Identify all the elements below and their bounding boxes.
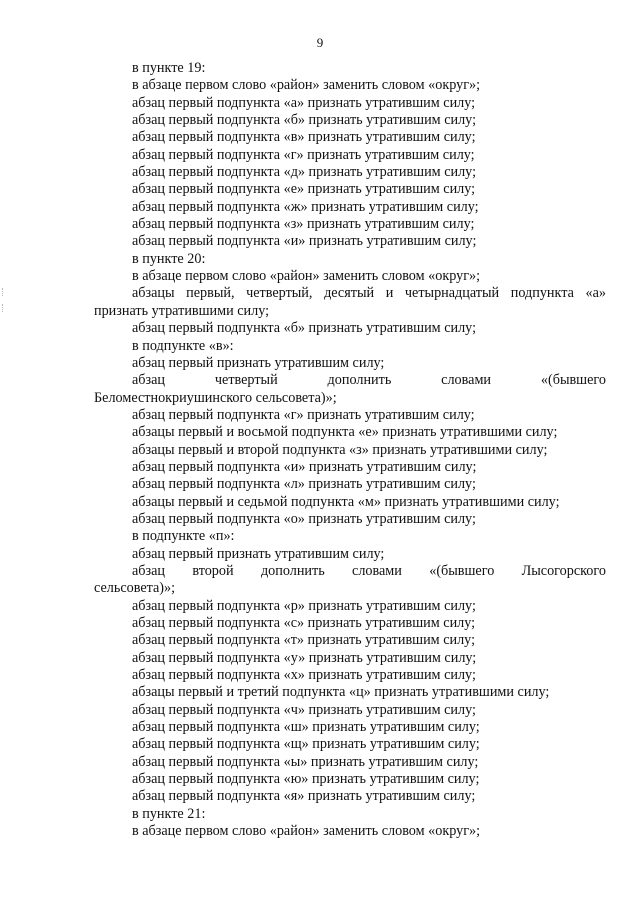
paragraph: в подпункте «в»: [132, 337, 234, 354]
word: словами [352, 562, 402, 579]
paragraph-line-justified: абзацы первый, четвертый, десятый и четырнадцатый подпункта «а» [132, 285, 606, 302]
paragraph: абзац первый признать утратившим силу; [132, 354, 385, 371]
paragraph: абзац первый подпункта «в» признать утратившим силу; [132, 129, 476, 146]
paragraph: абзац первый подпункта «б» признать утратившим силу; [132, 112, 477, 129]
scan-margin-mark [2, 288, 5, 296]
word: «(бывшего [540, 372, 606, 389]
paragraph: абзацы первый и третий подпункта «ц» признать утратившими силу; [132, 684, 550, 701]
paragraph: абзац первый подпункта «б» признать утратившим силу; [132, 320, 477, 337]
word: «(бывшего [429, 562, 495, 579]
paragraph: абзац первый подпункта «о» признать утратившим силу; [132, 510, 476, 527]
paragraph-line-spaced [94, 563, 606, 580]
paragraph-continuation: Беломестнокриушинского сельсовета)»; [94, 389, 337, 406]
paragraph: абзац первый подпункта «ы» признать утратившим силу; [132, 753, 479, 770]
paragraph: абзац первый подпункта «г» признать утратившим силу; [132, 146, 475, 163]
paragraph: абзацы первый и второй подпункта «з» признать утратившими силу; [132, 441, 548, 458]
page-number: 9 [316, 35, 324, 50]
word: второй [192, 562, 234, 579]
paragraph: абзац первый подпункта «я» признать утратившим силу; [132, 788, 476, 805]
paragraph: абзац первый подпункта «ж» признать утратившим силу; [132, 198, 479, 215]
word: дополнить [327, 372, 392, 389]
paragraph-continuation: признать утратившими силу; [94, 302, 270, 319]
paragraph: абзац первый подпункта «ч» признать утратившим силу; [132, 701, 476, 718]
paragraph: абзац первый подпункта «щ» признать утратившим силу; [132, 736, 480, 753]
paragraph: абзац первый подпункта «е» признать утратившим силу; [132, 181, 476, 198]
paragraph: абзац первый подпункта «т» признать утратившим силу; [132, 632, 476, 649]
paragraph: абзац первый подпункта «р» признать утратившим силу; [132, 597, 476, 614]
paragraph: абзац первый подпункта «ш» признать утратившим силу; [132, 719, 480, 736]
paragraph: в пункте 20: [132, 250, 206, 267]
word: Лысогорского [521, 562, 606, 579]
paragraph: абзац первый подпункта «с» признать утратившим силу; [132, 615, 476, 631]
word: абзац [132, 562, 166, 579]
paragraph: абзац первый подпункта «х» признать утратившим силу; [132, 667, 476, 684]
paragraph: абзац первый признать утратившим силу; [132, 545, 385, 562]
paragraph: абзац первый подпункта «ю» признать утратившим силу; [132, 771, 480, 788]
paragraph: абзац первый подпункта «а» признать утратившим силу; [132, 94, 476, 111]
paragraph: абзац первый подпункта «л» признать утратившим силу; [132, 476, 476, 493]
paragraph: в пункте 19: [132, 60, 206, 76]
document-body [94, 60, 606, 840]
paragraph: в абзаце первом слово «район» заменить словом «округ»; [132, 823, 481, 840]
paragraph: абзацы первый и седьмой подпункта «м» признать утратившими силу; [132, 493, 560, 510]
paragraph: в абзаце первом слово «район» заменить словом «округ»; [132, 268, 481, 285]
word: словами [441, 372, 492, 389]
paragraph: абзацы первый и восьмой подпункта «е» признать утратившими силу; [132, 424, 558, 441]
word: абзац [132, 372, 166, 389]
paragraph: абзац первый подпункта «и» признать утратившим силу; [132, 458, 477, 475]
word: четвертый [214, 372, 278, 389]
paragraph: в пункте 21: [132, 805, 206, 822]
paragraph: абзац первый подпункта «г» признать утратившим силу; [132, 406, 475, 423]
paragraph: в подпункте «п»: [132, 528, 235, 545]
paragraph-line-spaced [94, 372, 606, 389]
paragraph: абзац первый подпункта «д» признать утратившим силу; [132, 164, 477, 181]
paragraph: абзац первый подпункта «у» признать утратившим силу; [132, 649, 477, 666]
paragraph-continuation: сельсовета)»; [94, 580, 176, 597]
paragraph: абзац первый подпункта «з» признать утратившим силу; [132, 216, 475, 233]
paragraph: абзац первый подпункта «и» признать утратившим силу; [132, 233, 477, 250]
word: дополнить [260, 562, 325, 579]
scan-margin-mark [2, 304, 5, 312]
paragraph: в абзаце первом слово «район» заменить словом «округ»; [132, 77, 481, 94]
